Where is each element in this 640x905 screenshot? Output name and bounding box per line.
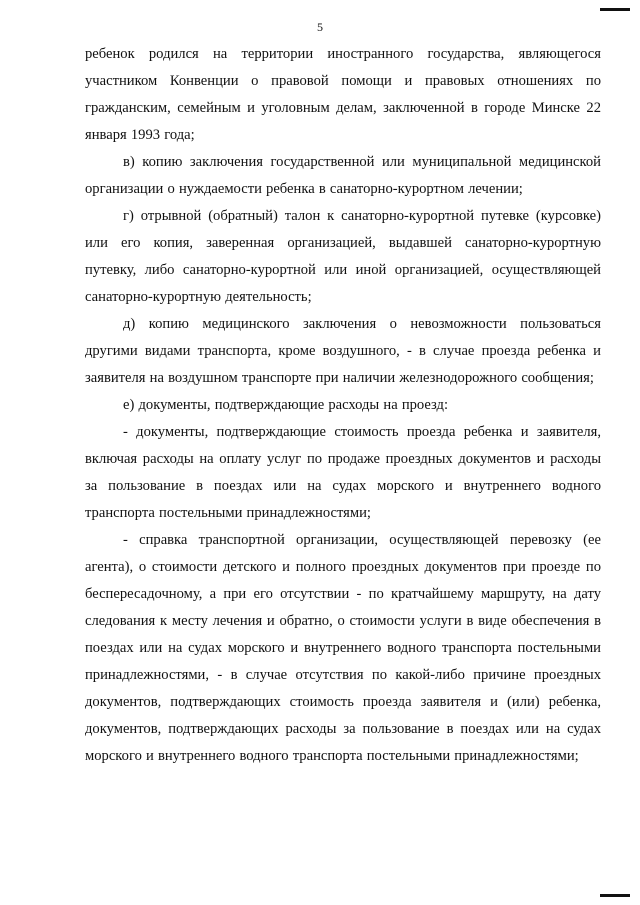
page-number: 5 [317,20,323,34]
paragraph-continuation: ребенок родился на территории иностранного государства, являющегося участником Конвенции о правовой помощи и правовых отношениях по гражданским, семейным и уголовным делам, заключенной в городе Минске 22 января 1993 года; [85,46,601,143]
paragraph-item-g: г) отрывной (обратный) талон к санаторно-курортной путевке (курсовке) или его копия, заверенная организацией, выдавшей санаторно-курортную путевку, либо санаторно-курортной или иной организацией, осуществляющей санаторно-курортную деятельность; [85,208,601,305]
scan-mark-top [600,8,630,11]
document-body [85,41,601,770]
paragraph-item-d: д) копию медицинского заключения о невозможности пользоваться другими видами транспорта, кроме воздушного, - в случае проезда ребенка и заявителя на воздушном транспорте при наличии железнодорожного сообщения; [85,316,601,386]
paragraph-item-v: в) копию заключения государственной или муниципальной медицинской организации о нуждаемости ребенка в санаторно-курортном лечении; [85,154,601,197]
paragraph-item-e: е) документы, подтверждающие расходы на проезд: [123,397,449,413]
scan-mark-bottom [600,894,630,897]
paragraph-subitem-transport-certificate: - справка транспортной организации, осуществляющей перевозку (ее агента), о стоимости детского и полного проездных документов при проезде по беспересадочному, а при его отсутствии - по кратчайшему маршруту, на дату следования к месту лечения и обратно, о стоимости услуги в виде обеспечения в поездах или на судах морского и внутреннего водного транспорта постельными принадлежностями, - в случае отсутствия по какой-либо причине проездных документов, подтверждающих стоимость проезда заявителя и (или) ребенка, документов, подтверждающих расходы за пользование в поездах или на судах морского и внутреннего водного транспорта постельными принадлежностями; [85,532,601,764]
paragraph-subitem-travel-documents: - документы, подтверждающие стоимость проезда ребенка и заявителя, включая расходы на оплату услуг по продаже проездных документов и расходы за пользование в поездах или на судах морского и внутреннего водного транспорта постельными принадлежностями; [85,424,601,521]
